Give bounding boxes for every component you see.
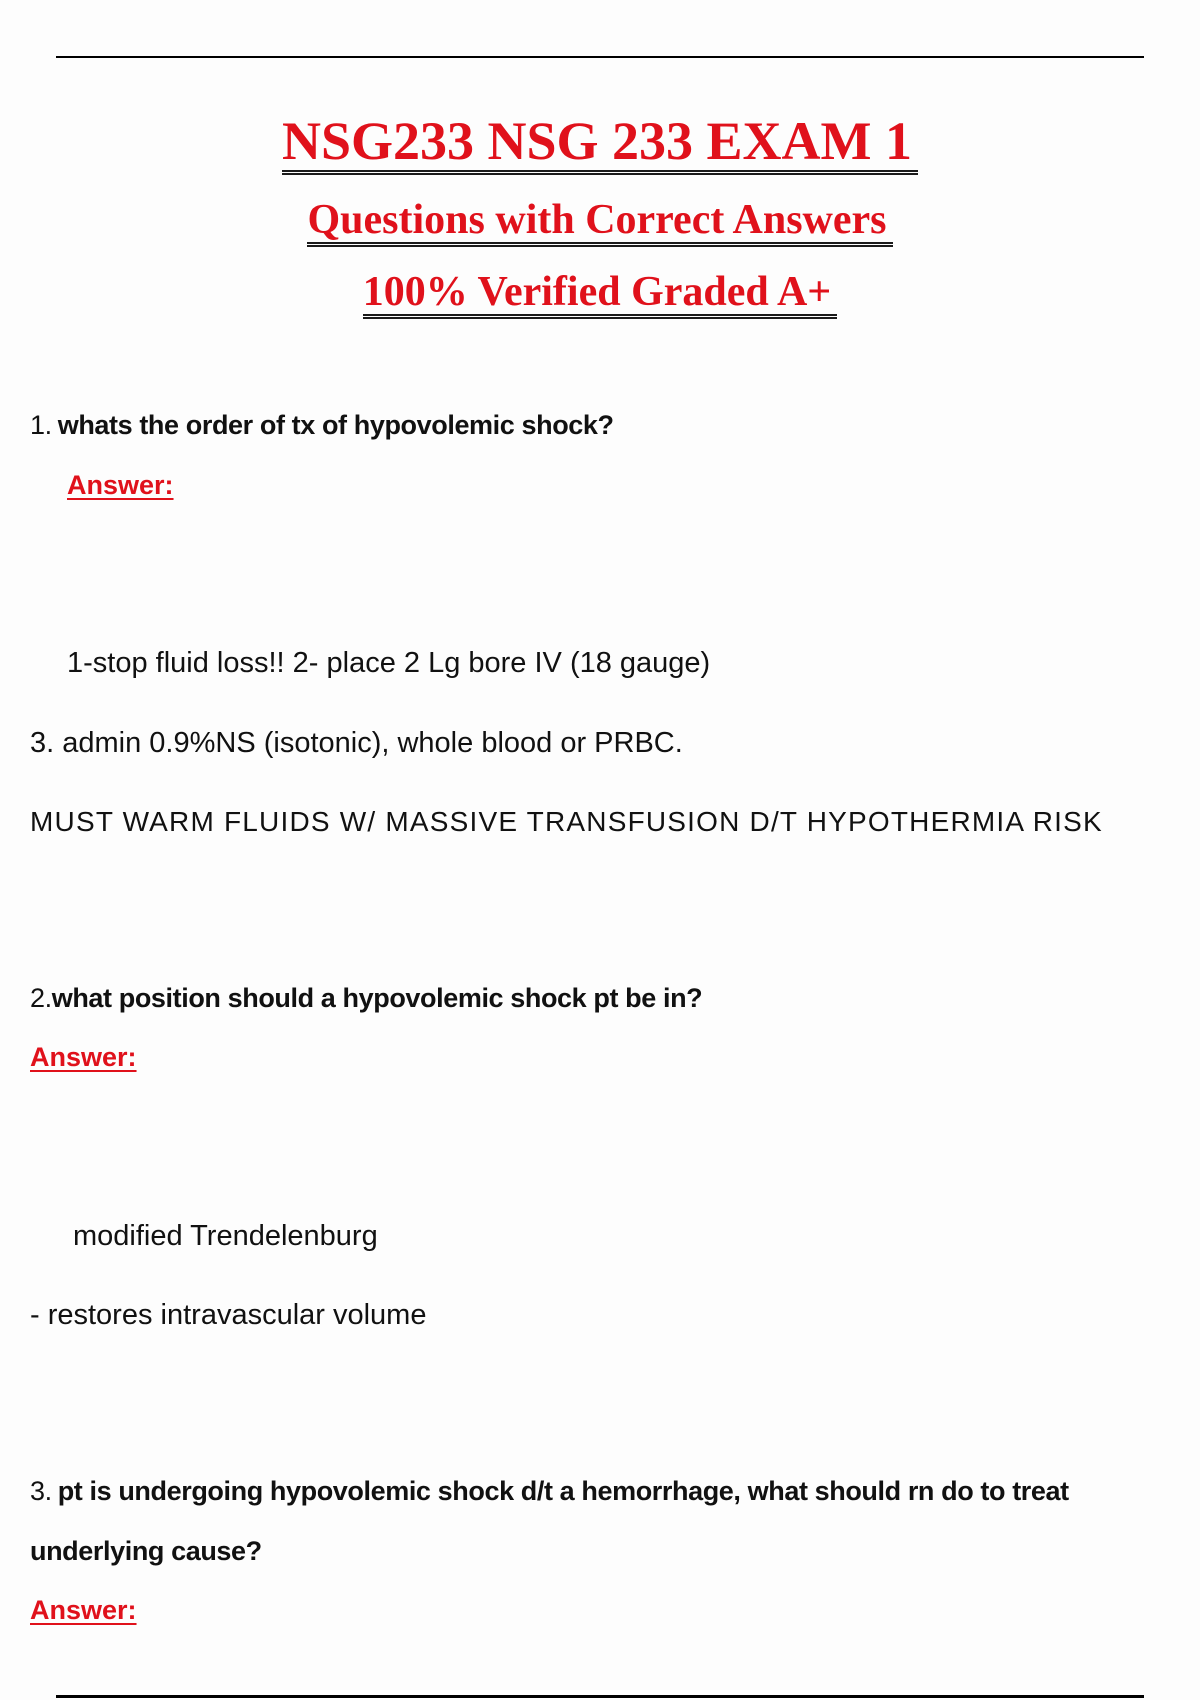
answer-1-line-1: 1-stop fluid loss!! 2- place 2 Lg bore IV (18 gauge)	[67, 647, 711, 679]
answer-label-3: Answer:	[30, 1595, 137, 1625]
top-rule	[56, 56, 1144, 58]
question-text: pt is undergoing hypovolemic shock d/t a hemorrhage, what should rn do to treat	[57, 1476, 1069, 1506]
question-1	[30, 410, 614, 441]
document-grade-line: 100% Verified Graded A+	[0, 268, 1200, 319]
question-text: whats the order of tx of hypovolemic shock?	[57, 410, 614, 440]
document-title: NSG233 NSG 233 EXAM 1	[0, 110, 1200, 175]
answer-2-line-2: - restores intravascular volume	[30, 1299, 427, 1331]
answer-label-2: Answer:	[30, 1042, 137, 1072]
bottom-rule	[56, 1695, 1144, 1698]
question-number: 2.	[30, 983, 52, 1013]
answer-2-line-1: modified Trendelenburg	[73, 1220, 378, 1252]
question-2	[30, 983, 702, 1014]
document-subtitle: Questions with Correct Answers	[0, 196, 1200, 247]
question-3	[30, 1476, 1069, 1507]
answer-label-1: Answer:	[67, 470, 174, 500]
question-number: 3.	[30, 1476, 52, 1506]
question-number: 1.	[30, 410, 52, 440]
question-text: what position should a hypovolemic shock pt be in?	[51, 983, 703, 1013]
answer-1-line-3: MUST WARM FLUIDS W/ MASSIVE TRANSFUSION D/T HYPOTHERMIA RISK	[30, 806, 1103, 837]
answer-1-line-2: 3. admin 0.9%NS (isotonic), whole blood or PRBC.	[30, 727, 683, 759]
question-3-continued: underlying cause?	[30, 1536, 262, 1566]
